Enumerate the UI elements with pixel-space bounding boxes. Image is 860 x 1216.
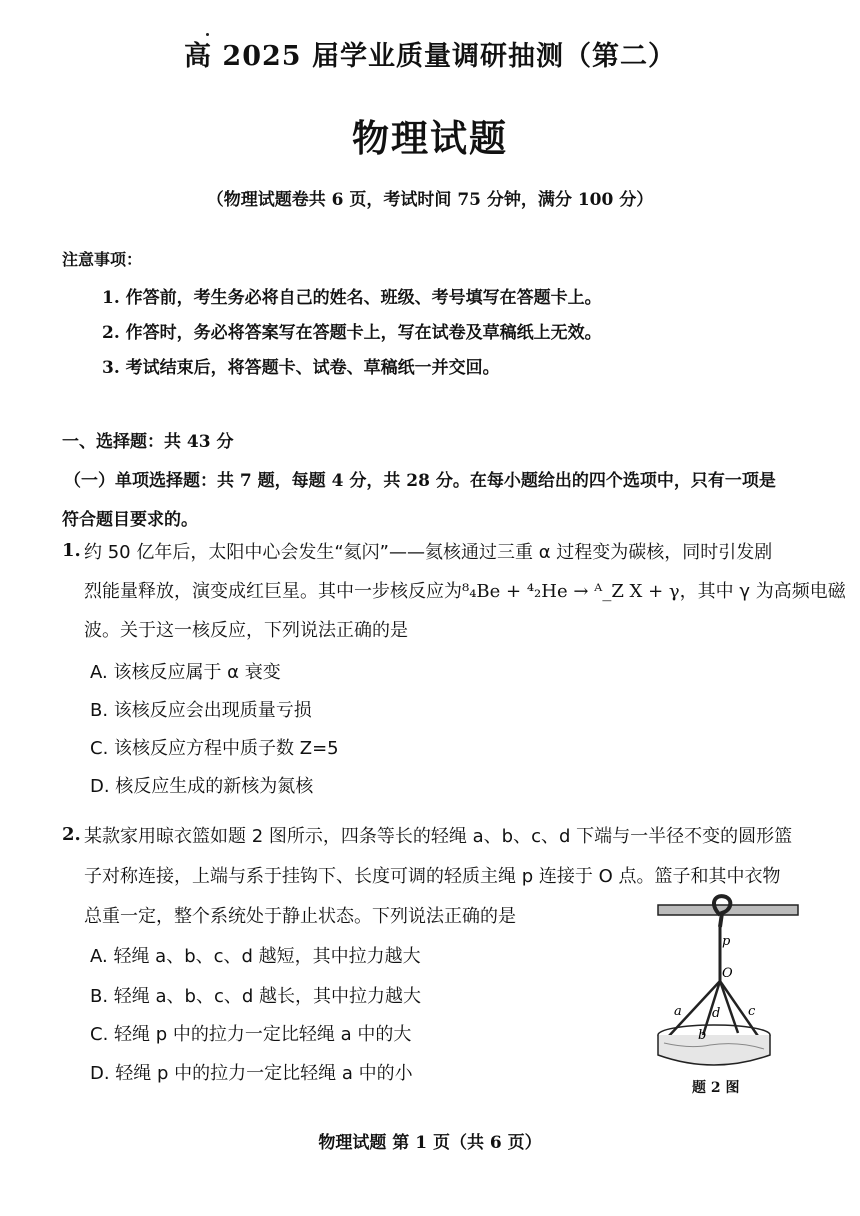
page-footer: 物理试题 第 1 页（共 6 页）	[318, 1133, 542, 1153]
notice-heading: 注意事项：	[62, 250, 143, 269]
subject-title: 物理试题	[352, 116, 508, 160]
section-title: 一、选择题：共 43 分	[62, 432, 234, 452]
q1-line-1: 约 50 亿年后，太阳中心会发生“氦闪”——氦核通过三重 α 过程变为碳核，同时引发剧	[84, 542, 773, 563]
hook-icon	[714, 896, 730, 927]
figure-caption: 题 2 图	[692, 1080, 740, 1096]
label-d: d	[712, 1006, 721, 1021]
label-c: c	[748, 1004, 756, 1019]
q1-line-3: 波。关于这一核反应，下列说法正确的是	[84, 620, 408, 641]
q2-line-1: 某款家用晾衣篮如题 2 图所示，四条等长的轻绳 a、b、c、d 下端与一半径不变的圆形篮	[84, 826, 793, 847]
label-b: b	[698, 1028, 707, 1043]
q2-line-2: 子对称连接，上端与系于挂钩下、长度可调的轻质主绳 p 连接于 O 点。篮子和其中衣物	[84, 866, 781, 887]
label-o: O	[722, 966, 733, 981]
q2-option-c: C. 轻绳 p 中的拉力一定比轻绳 a 中的大	[90, 1024, 412, 1045]
q1-number: 1.	[62, 540, 81, 561]
q2-line-3: 总重一定，整个系统处于静止状态。下列说法正确的是	[84, 906, 516, 927]
basket-figure	[650, 893, 800, 1103]
q1-equation: ⁸₄Be + ⁴₂He → ᴬ_Z X + γ	[462, 581, 680, 602]
notice-item-3: 3. 考试结束后，将答题卡、试卷、草稿纸一并交回。	[102, 358, 500, 378]
q2-option-a: A. 轻绳 a、b、c、d 越短，其中拉力越大	[90, 946, 421, 967]
q1-option-b: B. 该核反应会出现质量亏损	[90, 700, 312, 721]
q1-line-2-pre: 烈能量释放，演变成红巨星。其中一步核反应为	[84, 581, 462, 602]
notice-item-2: 2. 作答时，务必将答案写在答题卡上，写在试卷及草稿纸上无效。	[102, 323, 602, 343]
subsection-line-2: 符合题目要求的。	[62, 510, 198, 530]
exam-info: （物理试题卷共 6 页，考试时间 75 分钟，满分 100 分）	[206, 190, 654, 210]
basket-body	[658, 1035, 770, 1065]
q1-option-d: D. 核反应生成的新核为氮核	[90, 776, 314, 797]
label-a: a	[674, 1004, 682, 1019]
q1-option-a: A. 该核反应属于 α 衰变	[90, 662, 281, 683]
subsection-line-1: （一）单项选择题：共 7 题，每题 4 分，共 28 分。在每小题给出的四个选项中，只有一项是	[64, 471, 776, 491]
q1-option-c: C. 该核反应方程中质子数 Z=5	[90, 738, 339, 759]
q2-option-b: B. 轻绳 a、b、c、d 越长，其中拉力越大	[90, 986, 422, 1007]
q1-line-2	[84, 577, 846, 603]
label-p: p	[722, 934, 731, 949]
exam-title: 高 2025 届学业质量调研抽测（第二）	[184, 41, 676, 72]
q2-number: 2.	[62, 824, 81, 845]
q2-option-d: D. 轻绳 p 中的拉力一定比轻绳 a 中的小	[90, 1063, 413, 1084]
q1-line-2-post: ，其中 γ 为高频电磁	[679, 581, 846, 602]
notice-item-1: 1. 作答前，考生务必将自己的姓名、班级、考号填写在答题卡上。	[102, 288, 602, 308]
